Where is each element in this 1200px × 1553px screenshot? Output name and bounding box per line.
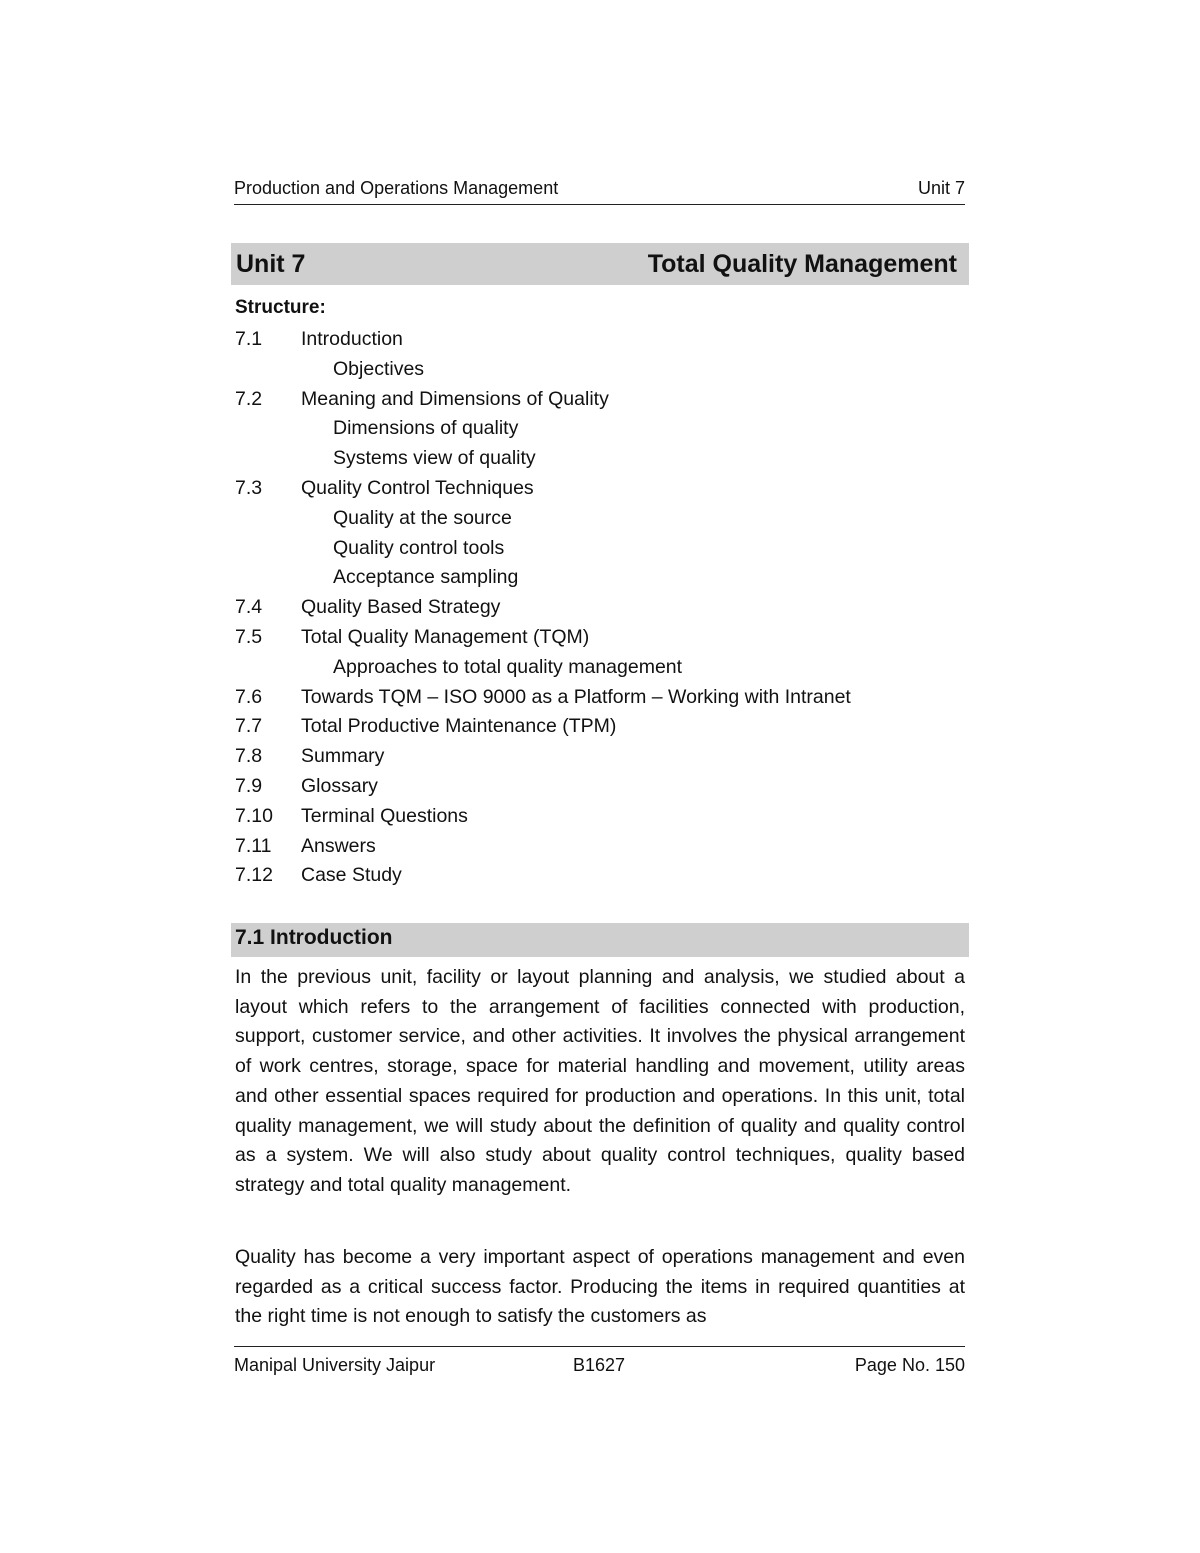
toc-item [235,772,965,802]
footer-page-number: Page No. 150 [854,1355,965,1375]
toc-subitem [235,504,965,534]
toc-text: Dimensions of quality [333,417,519,440]
unit-title-bar [231,243,969,285]
toc-text: Answers [301,834,376,857]
toc-text: Case Study [301,864,402,887]
toc-subitem [235,563,965,593]
footer-course-code: B1627 [573,1355,626,1375]
toc-item [235,683,965,713]
toc-text: Quality Based Strategy [301,596,501,619]
toc-item [235,593,965,623]
toc-number: 7.6 [235,685,263,708]
structure-label: Structure: [235,297,326,318]
toc-subitem [235,355,965,385]
toc-subitem [235,414,965,444]
page-footer [234,1346,965,1383]
toc-item [235,325,965,355]
toc-text: Objectives [333,357,425,380]
toc-number: 7.11 [235,834,272,857]
toc-text: Total Productive Maintenance (TPM) [301,715,617,738]
toc-number: 7.9 [235,774,263,797]
toc-text: Acceptance sampling [333,566,519,589]
toc-number: 7.2 [235,387,263,410]
toc-subitem [235,534,965,564]
toc-text: Summary [301,745,385,768]
toc-number: 7.4 [235,596,263,619]
unit-number: Unit 7 [236,250,306,278]
toc-item [235,832,965,862]
body-paragraph: In the previous unit, facility or layout planning and analysis, we studied about a layout which refers to the arrangement of facilities connected with production, support, customer service, and other activities. It involves the physical arrangement of work centres, storage, space for material handling and movement, utility areas and other essential spaces required for production and operations. In this unit, total quality management, we will study about the definition of quality and quality control as a system. We will also study about quality control techniques, quality based strategy and total quality management. [235,966,965,1196]
running-header [234,176,965,205]
toc-number: 7.10 [235,804,273,827]
toc-subitem [235,653,965,683]
toc-item [235,385,965,415]
toc-text: Introduction [301,328,403,350]
toc-subitem [235,444,965,474]
toc-text: Quality at the source [333,506,512,529]
toc-item [235,802,965,832]
toc-text: Meaning and Dimensions of Quality [301,387,609,410]
toc-text: Total Quality Management (TQM) [301,625,590,648]
toc-text: Terminal Questions [301,804,468,827]
toc-text: Towards TQM – ISO 9000 as a Platform – Working with Intranet [301,685,851,708]
toc-number: 7.8 [235,745,263,768]
toc-number: 7.3 [235,476,263,499]
toc-text: Quality control tools [333,536,505,559]
header-unit-label: Unit 7 [917,178,965,198]
toc-text: Quality Control Techniques [301,476,534,499]
section-heading-bar [231,923,969,957]
toc-text: Glossary [301,774,378,797]
body-paragraph: Quality has become a very important aspect of operations management and even regarded as a critical success factor. Producing the items in required quantities at the right time is not enough to satisfy the customers as [235,1246,965,1328]
section-heading: 7.1 Introduction [235,926,393,949]
toc-item [235,861,965,891]
structure-list [235,325,965,891]
unit-title: Total Quality Management [647,250,957,278]
footer-university: Manipal University Jaipur [234,1355,436,1375]
toc-item [235,742,965,772]
toc-text: Approaches to total quality management [333,655,683,678]
toc-number: 7.7 [235,715,263,738]
toc-item [235,474,965,504]
toc-number: 7.5 [235,625,263,648]
toc-number: 7.1 [235,328,263,350]
toc-item [235,712,965,742]
toc-number: 7.12 [235,864,273,887]
toc-item [235,623,965,653]
header-course-title: Production and Operations Management [234,178,559,198]
toc-text: Systems view of quality [333,447,536,470]
